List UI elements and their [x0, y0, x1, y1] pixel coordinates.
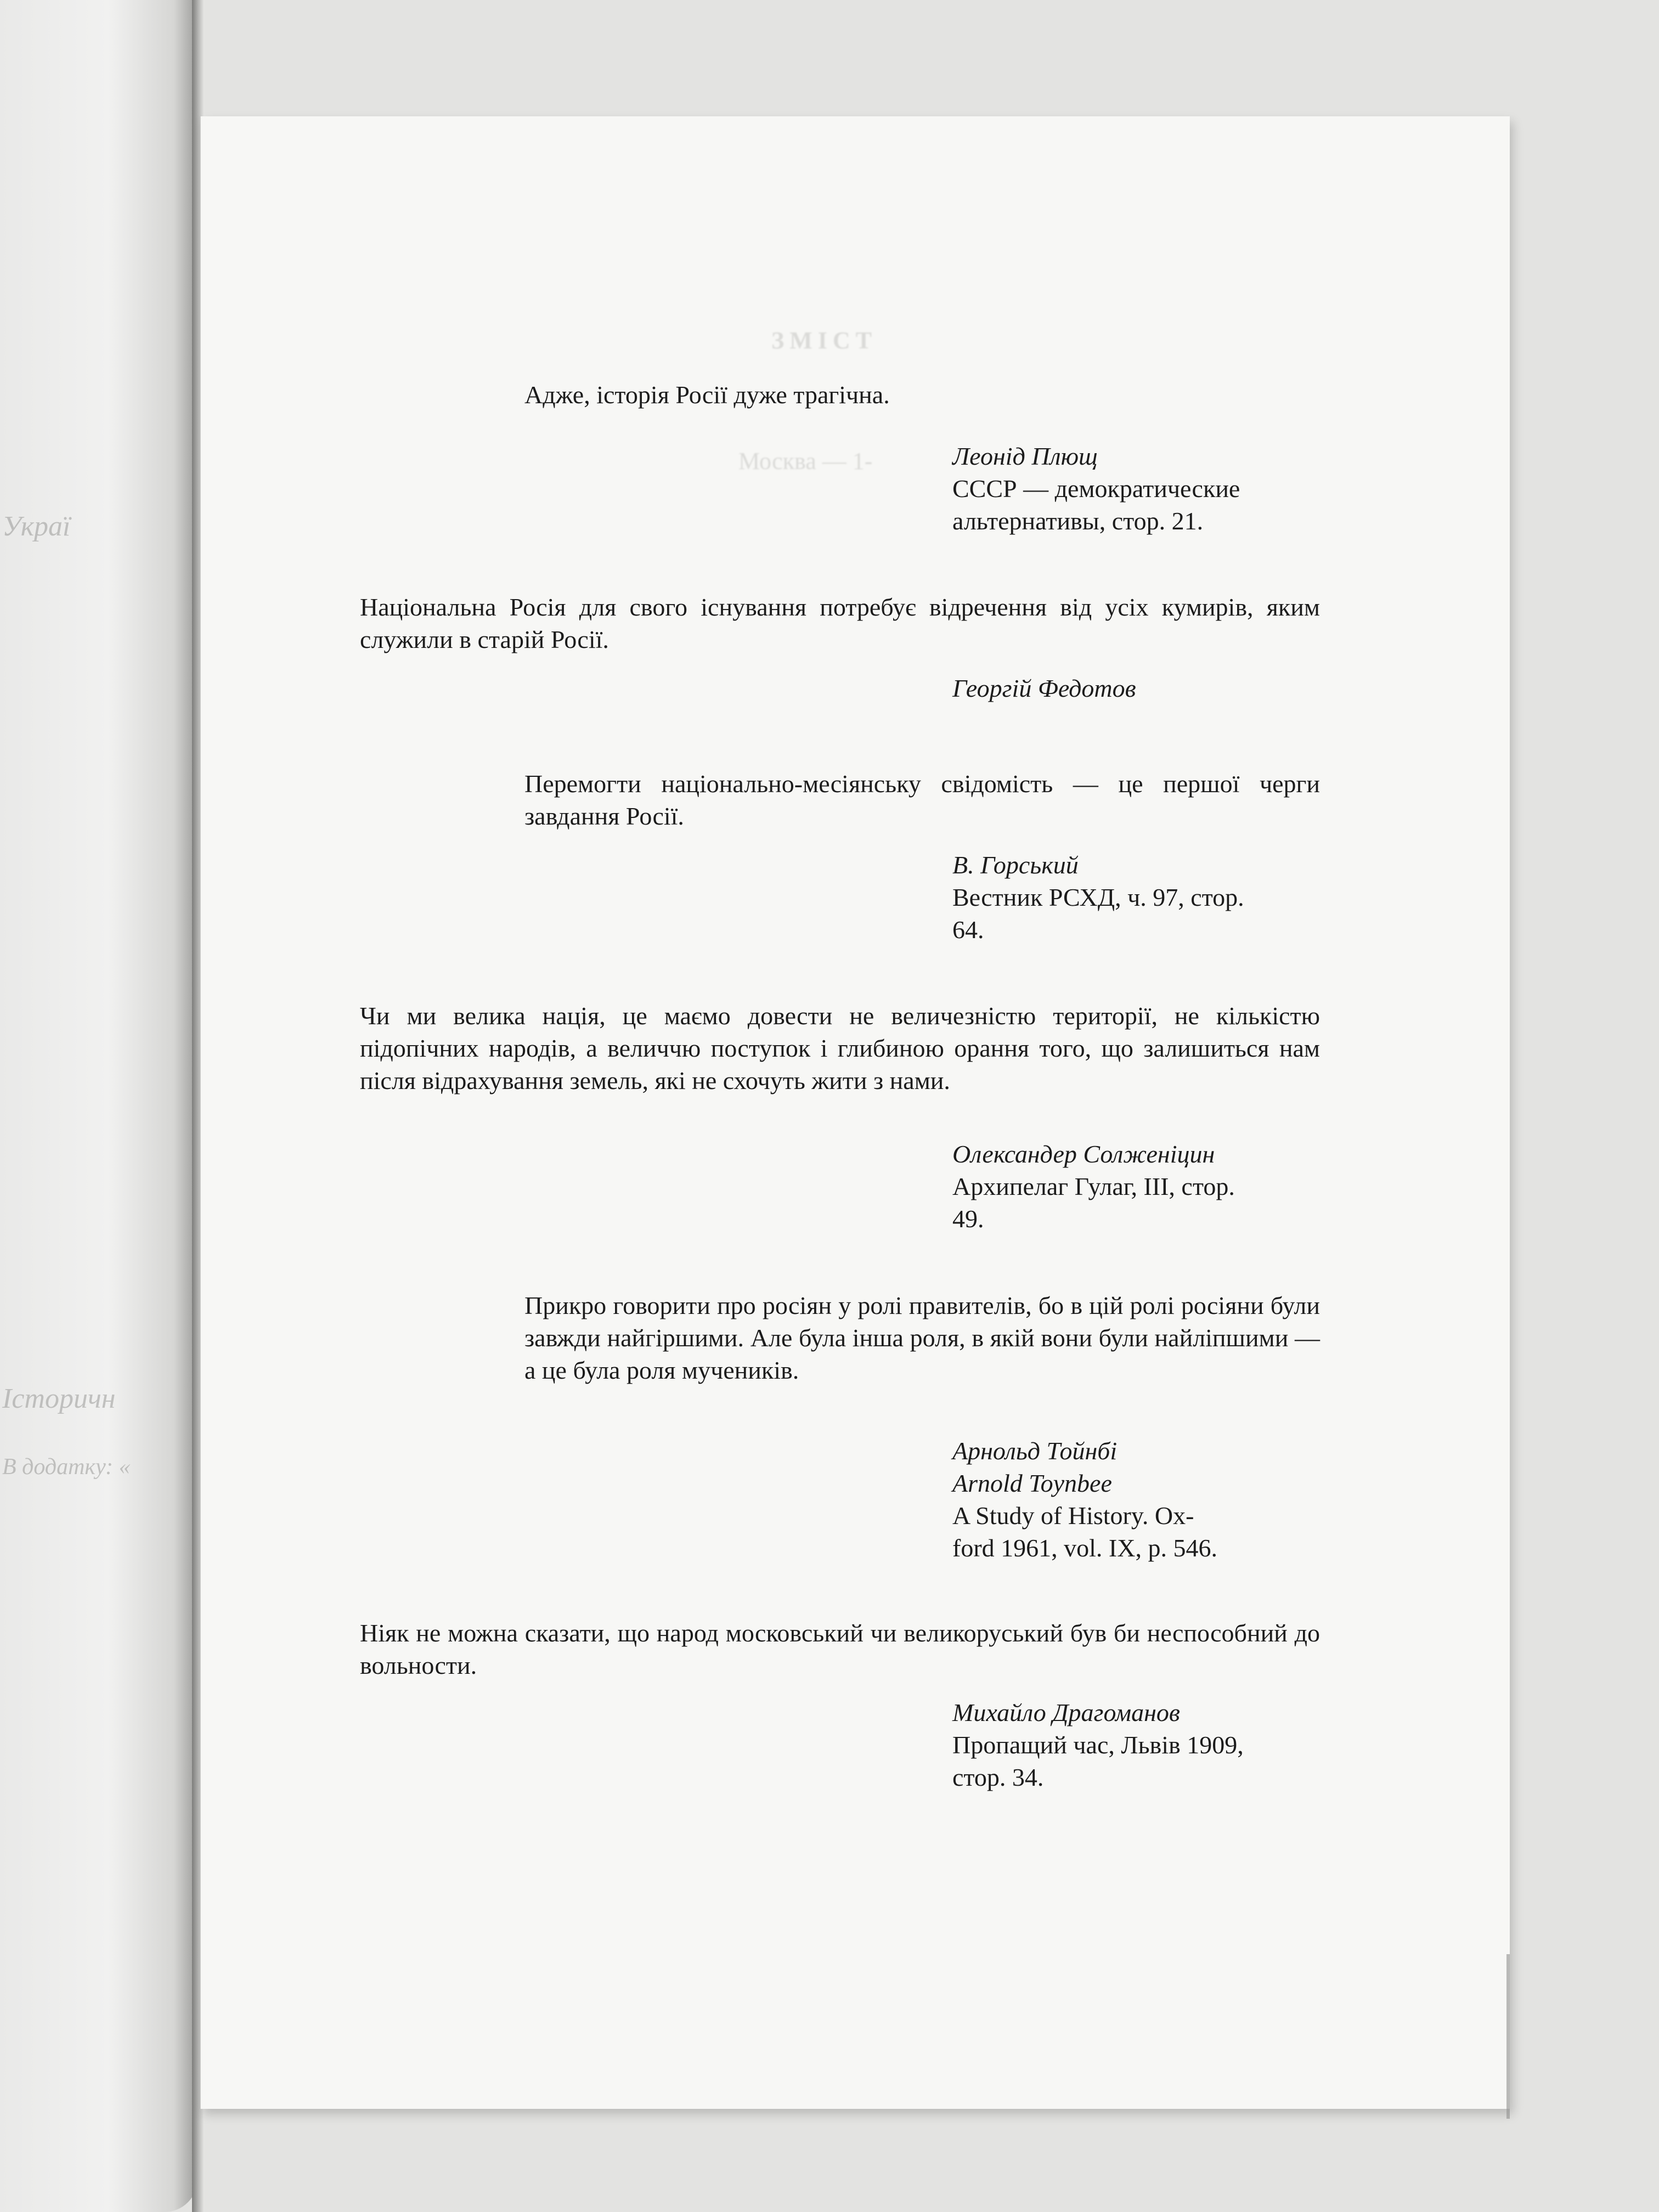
epigraph-source: Архипелаг Гулаг, III, стор.: [952, 1172, 1235, 1200]
page-edge: [1506, 1954, 1510, 2119]
epigraph-source: ford 1961, vol. IX, p. 546.: [952, 1534, 1217, 1562]
epigraph-author: Арнольд Тойнбі: [952, 1437, 1118, 1465]
epigraph-author: Михайло Драгоманов: [952, 1699, 1180, 1726]
show-through-subheading: Москва — 1-: [738, 448, 873, 475]
show-through-heading: ЗМІСТ: [771, 327, 877, 354]
epigraph-author-latin: Arnold Toynbee: [952, 1469, 1112, 1497]
epigraph-source: стор. 34.: [952, 1763, 1044, 1791]
facing-page: [0, 0, 198, 2212]
epigraph-quote: Перемогти національно-месіянську свідомість — це першої черги завдання Росії.: [524, 770, 1320, 830]
facing-page-fragment: В додатку: «: [2, 1454, 131, 1480]
epigraph-author: Георгій Федотов: [952, 674, 1136, 702]
epigraph-source: A Study of History. Ox-: [952, 1502, 1194, 1530]
epigraph-source: Вестник РСХД, ч. 97, стор.: [952, 883, 1244, 911]
epigraph-source: 64.: [952, 916, 984, 944]
epigraph-source: альтернативы, стор. 21.: [952, 507, 1204, 535]
epigraph-quote: Прикро говорити про росіян у ролі правителів, бо в цій ролі росіяни були завжди найгіршими. Але була інша роля, в якій вони були найліпшими — а це була роля мучеників.: [524, 1291, 1320, 1384]
facing-page-fragment: Украї: [2, 511, 71, 542]
epigraph-quote: Національна Росія для свого існування потребує відречення від усіх кумирів, яким служили в старій Росії.: [360, 593, 1320, 653]
epigraph-quote: Адже, історія Росії дуже трагічна.: [524, 381, 890, 409]
epigraph-source: Пропащий час, Львів 1909,: [952, 1731, 1244, 1759]
epigraph-quote: Ніяк не можна сказати, що народ московський чи великоруський був би неспособний до вольности.: [360, 1619, 1320, 1679]
facing-page-fragment: Історичн: [2, 1383, 116, 1414]
epigraph-quote: Чи ми велика нація, це маємо довести не величезністю території, не кількістю підопічних народів, а величчю поступок і глибиною орання того, що залишиться нам після відрахування земель, які не схочуть жити з нами.: [360, 1002, 1320, 1094]
epigraph-author: Олександер Солженіцин: [952, 1140, 1215, 1168]
epigraph-source: СССР — демократические: [952, 475, 1240, 503]
epigraph-author: Леонід Плющ: [952, 442, 1098, 470]
book-page: [200, 116, 1510, 2109]
epigraph-source: 49.: [952, 1205, 984, 1233]
epigraph-author: В. Горський: [952, 851, 1079, 879]
